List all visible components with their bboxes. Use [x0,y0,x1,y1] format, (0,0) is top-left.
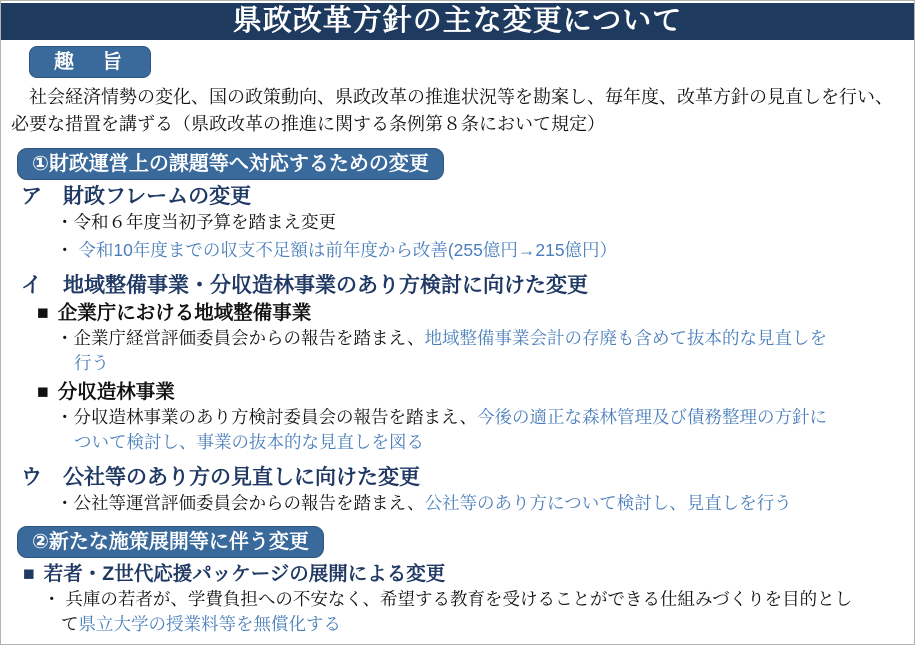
purpose-badge: 趣 旨 [29,46,151,78]
bullet-marker: ・ [56,240,79,260]
subhead-bunshu-label: 分収造林事業 [57,381,175,403]
bullet-wakamono-highlight: 県立大学の授業料等を無償化する [78,614,341,634]
bullet-bunshu-prefix: ・分収造林事業のあり方検討委員会の報告を踏まえ、 [56,407,478,427]
subhead-wakamono [23,562,914,587]
heading-i: イ 地域整備事業・分収造林事業のあり方検討に向けた変更 [21,274,588,297]
bullet-chiiki [56,326,836,376]
section-2 [1,516,914,637]
bullet-wakamono-prefix: ・ 兵庫の若者が、学費負担への不安なく、希望する教育を受けることができる仕組みづくりを目的として [43,589,853,634]
bullet-chiiki-highlight: 地域整備事業会計の存廃も含めて抜本的な見直しを行う [74,328,828,373]
bullet-a2 [56,238,836,263]
bullet-bunshu [56,405,836,455]
purpose-text: 社会経済情勢の変化、国の政策動向、県政改革の推進状況等を勘案し、毎年度、改革方針の見直しを行い、必要な措置を講ずる（県政改革の推進に関する条例第８条において規定） [11,87,893,134]
square-bullet-icon: ■ [37,302,49,324]
purpose-section [1,40,914,138]
subhead-bunshu [37,380,914,405]
section-2-pill: ②新たな施策展開等に伴う変更 [17,526,324,558]
heading-u: ウ 公社等のあり方の見直しに向けた変更 [21,466,420,489]
bullet-a2-highlight: 令和10年度までの収支不足額は前年度から改善(255億円→215億円） [78,240,618,260]
bullet-kosha-highlight: 公社等のあり方について検討し、見直しを行う [424,493,792,513]
square-bullet-icon: ■ [37,381,49,403]
subhead-wakamono-label: 若者・Z世代応援パッケージの展開による変更 [43,563,446,585]
square-bullet-icon: ■ [23,563,35,585]
bullet-chiiki-prefix: ・企業庁経営評価委員会からの報告を踏まえ、 [56,328,425,348]
heading-a: ア 財政フレームの変更 [21,185,252,208]
bullet-kosha-prefix: ・公社等運営評価委員会からの報告を踏まえ、 [56,493,425,513]
section-1-pill: ①財政運営上の課題等へ対応するための変更 [17,148,444,180]
subhead-chiiki [37,301,914,326]
subhead-chiiki-label: 企業庁における地域整備事業 [57,302,312,324]
section-1 [1,138,914,516]
bullet-bunshu-highlight: 今後の適正な森林管理及び債務整理の方針について検討し、事業の抜本的な見直しを図る [74,407,828,452]
bullet-a1: ・令和６年度当初予算を踏まえ変更 [56,212,336,232]
bullet-wakamono [43,587,861,637]
bullet-kosha [56,491,836,516]
page-title: 県政改革方針の主な変更について [1,3,914,40]
